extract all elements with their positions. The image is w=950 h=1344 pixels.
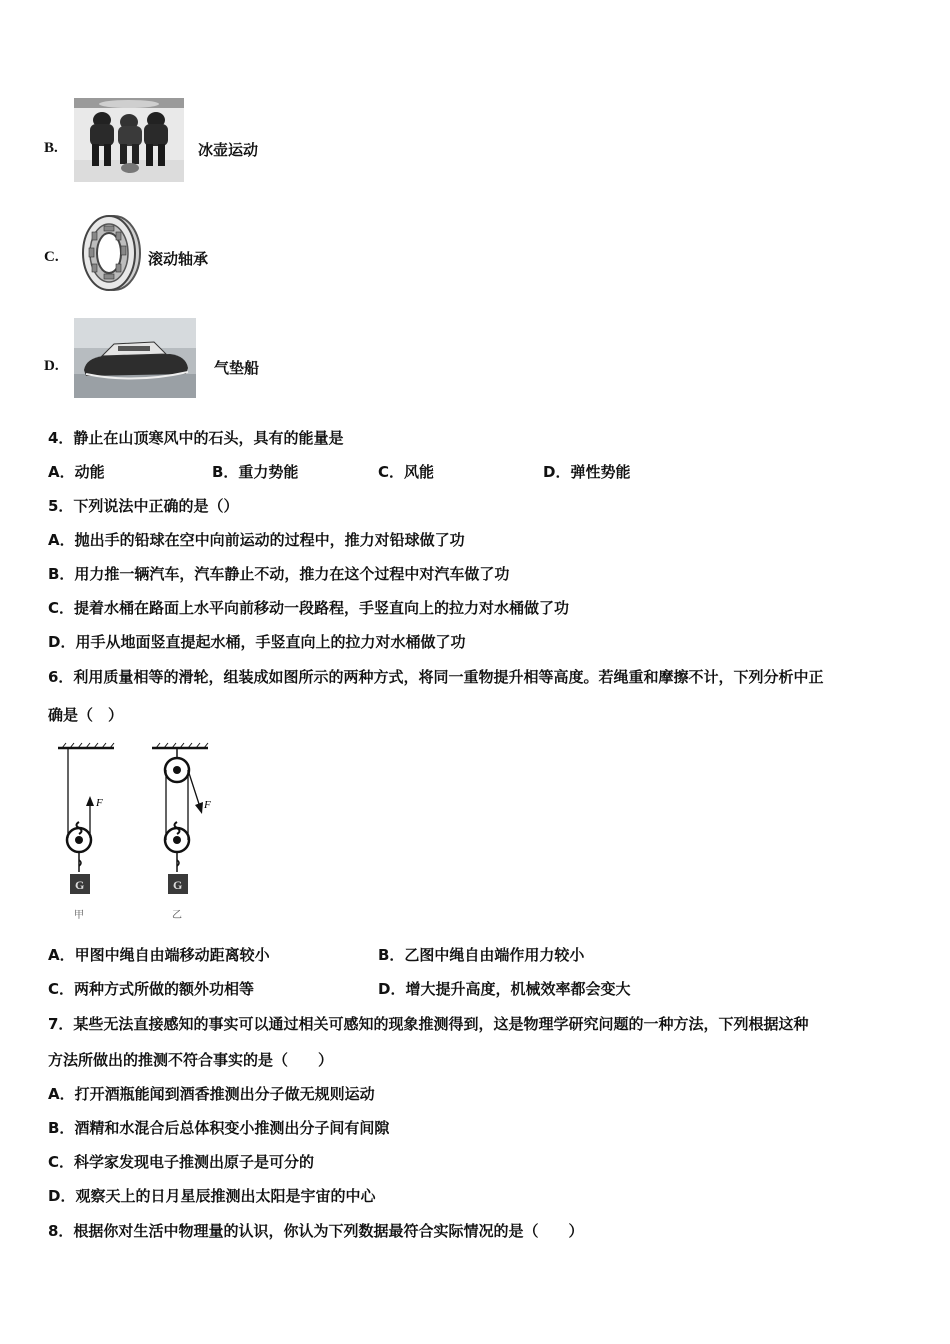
option-letter-c: C. — [44, 249, 59, 265]
q7-option-d: D．观察天上的日月星辰推测出太阳是宇宙的中心 — [48, 1187, 376, 1205]
option-caption-hovercraft: 气垫船 — [214, 359, 260, 377]
q6-option-d: D．增大提升高度，机械效率都会变大 — [378, 980, 631, 998]
option-caption-curling: 冰壶运动 — [198, 141, 259, 159]
ball-bearing-photo — [76, 212, 146, 294]
q4-option-d: D．弹性势能 — [543, 463, 631, 481]
q4-option-a: A．动能 — [48, 463, 105, 481]
q7-option-c: C．科学家发现电子推测出原子是可分的 — [48, 1153, 315, 1171]
q6-option-a: A．甲图中绳自由端移动距离较小 — [48, 946, 270, 964]
question-7-stem-line2: 方法所做出的推测不符合事实的是（ ） — [48, 1051, 334, 1069]
curling-photo — [74, 98, 184, 182]
q7-option-a: A．打开酒瓶能闻到酒香推测出分子做无规则运动 — [48, 1085, 375, 1103]
q7-option-b: B．酒精和水混合后总体积变小推测出分子间有间隙 — [48, 1119, 390, 1137]
q4-option-b: B．重力势能 — [212, 463, 299, 481]
force-label-jia: F — [96, 797, 103, 809]
q6-option-c: C．两种方式所做的额外功相等 — [48, 980, 255, 998]
option-caption-bearing: 滚动轴承 — [148, 250, 209, 268]
question-6-stem-line2: 确是（ ） — [48, 706, 124, 724]
question-4-stem: 4．静止在山顶寒风中的石头，具有的能量是 — [48, 429, 344, 447]
force-label-yi: F — [204, 799, 211, 811]
question-7-stem-line1: 7．某些无法直接感知的事实可以通过相关可感知的现象推测得到，这是物理学研究问题的一种方法，下列根据这种 — [48, 1015, 809, 1033]
q5-option-b: B．用力推一辆汽车，汽车静止不动，推力在这个过程中对汽车做了功 — [48, 565, 510, 583]
question-5-stem: 5．下列说法中正确的是（） — [48, 497, 239, 515]
caption-jia: 甲 — [74, 910, 84, 921]
q5-option-a: A．抛出手的铅球在空中向前运动的过程中，推力对铅球做了功 — [48, 531, 465, 549]
pulley-diagram — [52, 740, 232, 925]
weight-label-jia: G — [75, 878, 85, 892]
option-letter-d: D. — [44, 358, 59, 374]
caption-yi: 乙 — [172, 910, 182, 921]
hovercraft-photo — [74, 318, 196, 398]
option-letter-b: B. — [44, 140, 58, 156]
q5-option-d: D．用手从地面竖直提起水桶，手竖直向上的拉力对水桶做了功 — [48, 633, 466, 651]
q6-option-b: B．乙图中绳自由端作用力较小 — [378, 946, 585, 964]
question-6-stem-line1: 6．利用质量相等的滑轮，组装成如图所示的两种方式，将同一重物提升相等高度。若绳重和摩擦不计，下列分析中正 — [48, 668, 824, 686]
q4-option-c: C．风能 — [378, 463, 435, 481]
q5-option-c: C．提着水桶在路面上水平向前移动一段路程，手竖直向上的拉力对水桶做了功 — [48, 599, 570, 617]
weight-label-yi: G — [173, 878, 183, 892]
question-8-stem: 8．根据你对生活中物理量的认识，你认为下列数据最符合实际情况的是（ ） — [48, 1222, 584, 1240]
